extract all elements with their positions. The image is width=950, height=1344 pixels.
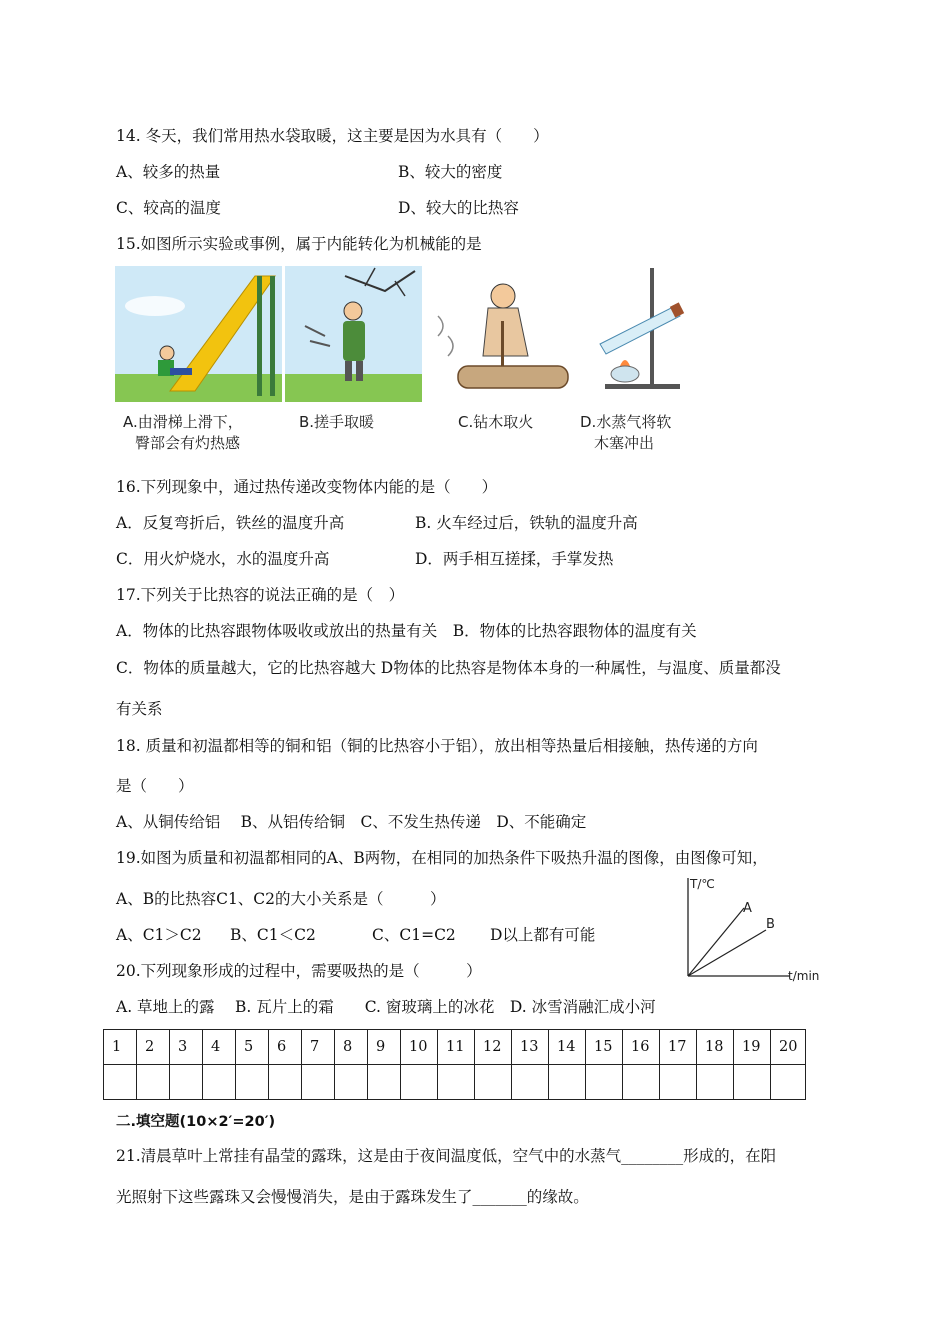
q18-stem: 18. 质量和初温都相等的铜和铝（铜的比热容小于铝），放出相等热量后相接触，热传递的方向 [116, 737, 758, 755]
q18-stem-cont: 是（ ） [116, 777, 194, 795]
q17-options-ab: A．物体的比热容跟物体吸收或放出的热量有关 B．物体的比热容跟物体的温度有关 [116, 622, 697, 640]
q14-option-b: B、较大的密度 [398, 163, 503, 181]
q19-stem-cont: A、B的比热容C1、C2的大小关系是（ ） [116, 890, 446, 908]
answer-blank-cell[interactable] [269, 1065, 302, 1100]
answer-blank-cell[interactable] [660, 1065, 697, 1100]
q19-temperature-graph [680, 870, 840, 985]
q14-option-d: D、较大的比热容 [398, 199, 519, 217]
graph-line-b [688, 930, 766, 976]
q19-option-a: A、C1＞C2 [116, 926, 202, 944]
graph-line-a [688, 908, 744, 976]
answer-number-cell: 9 [368, 1030, 401, 1065]
q21-line2: 光照射下这些露珠又会慢慢消失，是由于露珠发生了_______的缘故。 [116, 1188, 589, 1206]
graph-y-label: T/℃ [690, 877, 715, 891]
answer-number-cell: 6 [269, 1030, 302, 1065]
q18-options: A、从铜传给铝 B、从铝传给铜 C、不发生热传递 D、不能确定 [116, 813, 587, 831]
q15-image-slide [115, 266, 282, 456]
answer-number-cell: 19 [734, 1030, 771, 1065]
answer-number-cell: 1 [104, 1030, 137, 1065]
q17-stem: 17.下列关于比热容的说法正确的是（ ） [116, 586, 405, 604]
q19-option-c: C、C1=C2 [372, 926, 456, 944]
caption-a-line1: A.由滑梯上滑下， [123, 413, 243, 431]
answer-table-answer-row [104, 1065, 806, 1100]
answer-number-cell: 15 [586, 1030, 623, 1065]
q16-option-d: D．两手相互搓揉，手掌发热 [415, 550, 614, 568]
answer-number-cell: 11 [438, 1030, 475, 1065]
answer-blank-cell[interactable] [734, 1065, 771, 1100]
answer-blank-cell[interactable] [401, 1065, 438, 1100]
q16-option-b: B. 火车经过后，铁轨的温度升高 [415, 514, 638, 532]
answer-number-cell: 18 [697, 1030, 734, 1065]
q19-stem: 19.如图为质量和初温都相同的A、B两物，在相同的加热条件下吸热升温的图像，由图像可知， [116, 849, 768, 867]
answer-blank-cell[interactable] [302, 1065, 335, 1100]
q14-option-a: A、较多的热量 [116, 163, 221, 181]
answer-number-cell: 17 [660, 1030, 697, 1065]
q20-options: A. 草地上的露 B. 瓦片上的霜 C. 窗玻璃上的冰花 D. 冰雪消融汇成小河 [116, 998, 656, 1016]
answer-number-cell: 4 [203, 1030, 236, 1065]
answer-blank-cell[interactable] [771, 1065, 806, 1100]
answer-number-cell: 2 [137, 1030, 170, 1065]
answer-blank-cell[interactable] [170, 1065, 203, 1100]
q15-image-drill-fire [428, 266, 578, 456]
caption-d-line1: D.水蒸气将软 [580, 413, 672, 431]
answer-blank-cell[interactable] [623, 1065, 660, 1100]
answer-blank-cell[interactable] [586, 1065, 623, 1100]
answer-blank-cell[interactable] [236, 1065, 269, 1100]
q17-options-cd-cont: 有关系 [116, 700, 163, 718]
graph-label-b: B [766, 917, 775, 932]
answer-number-cell: 5 [236, 1030, 269, 1065]
answer-number-cell: 8 [335, 1030, 368, 1065]
answer-blank-cell[interactable] [368, 1065, 401, 1100]
q21-line1: 21.清晨草叶上常挂有晶莹的露珠，这是由于夜间温度低，空气中的水蒸气________形成的，在阳 [116, 1147, 777, 1165]
q16-option-a: A．反复弯折后，铁丝的温度升高 [116, 514, 345, 532]
answer-number-cell: 14 [549, 1030, 586, 1065]
answer-number-cell: 20 [771, 1030, 806, 1065]
q20-stem: 20.下列现象形成的过程中，需要吸热的是（ ） [116, 962, 482, 980]
answer-blank-cell[interactable] [137, 1065, 170, 1100]
answer-number-cell: 7 [302, 1030, 335, 1065]
q15-stem: 15.如图所示实验或事例，属于内能转化为机械能的是 [116, 235, 482, 253]
q14-option-c: C、较高的温度 [116, 199, 221, 217]
q16-stem: 16.下列现象中，通过热传递改变物体内能的是（ ） [116, 478, 498, 496]
answer-blank-cell[interactable] [512, 1065, 549, 1100]
answer-number-cell: 3 [170, 1030, 203, 1065]
answer-table-header-row [104, 1030, 806, 1065]
q19-option-d: D以上都有可能 [490, 926, 596, 944]
answer-number-cell: 16 [623, 1030, 660, 1065]
caption-b: B.搓手取暖 [299, 413, 375, 431]
answer-blank-cell[interactable] [335, 1065, 368, 1100]
answer-number-cell: 12 [475, 1030, 512, 1065]
q19-option-b: B、C1＜C2 [230, 926, 316, 944]
section-fill-in-title: 二.填空题(10×2′=20′) [116, 1114, 276, 1130]
q14-stem: 14. 冬天，我们常用热水袋取暖，这主要是因为水具有（ ） [116, 127, 549, 145]
caption-c: C.钻木取火 [458, 413, 534, 431]
answer-number-cell: 13 [512, 1030, 549, 1065]
answer-blank-cell[interactable] [697, 1065, 734, 1100]
q16-option-c: C．用火炉烧水，水的温度升高 [116, 550, 330, 568]
q17-options-cd: C．物体的质量越大，它的比热容越大 D物体的比热容是物体本身的一种属性，与温度、质量都没 [116, 659, 781, 677]
answer-number-cell: 10 [401, 1030, 438, 1065]
caption-d-line2: 木塞冲出 [594, 434, 655, 452]
answer-blank-cell[interactable] [203, 1065, 236, 1100]
graph-x-label: t/min [788, 969, 820, 983]
q15-image-steam-cork [580, 266, 690, 456]
q15-image-rub-hands [285, 266, 422, 456]
answer-blank-cell[interactable] [475, 1065, 512, 1100]
caption-a-line2: 臀部会有灼热感 [135, 434, 241, 452]
answer-blank-cell[interactable] [104, 1065, 137, 1100]
answer-table [103, 1029, 806, 1100]
answer-blank-cell[interactable] [549, 1065, 586, 1100]
graph-label-a: A [743, 901, 752, 916]
answer-blank-cell[interactable] [438, 1065, 475, 1100]
